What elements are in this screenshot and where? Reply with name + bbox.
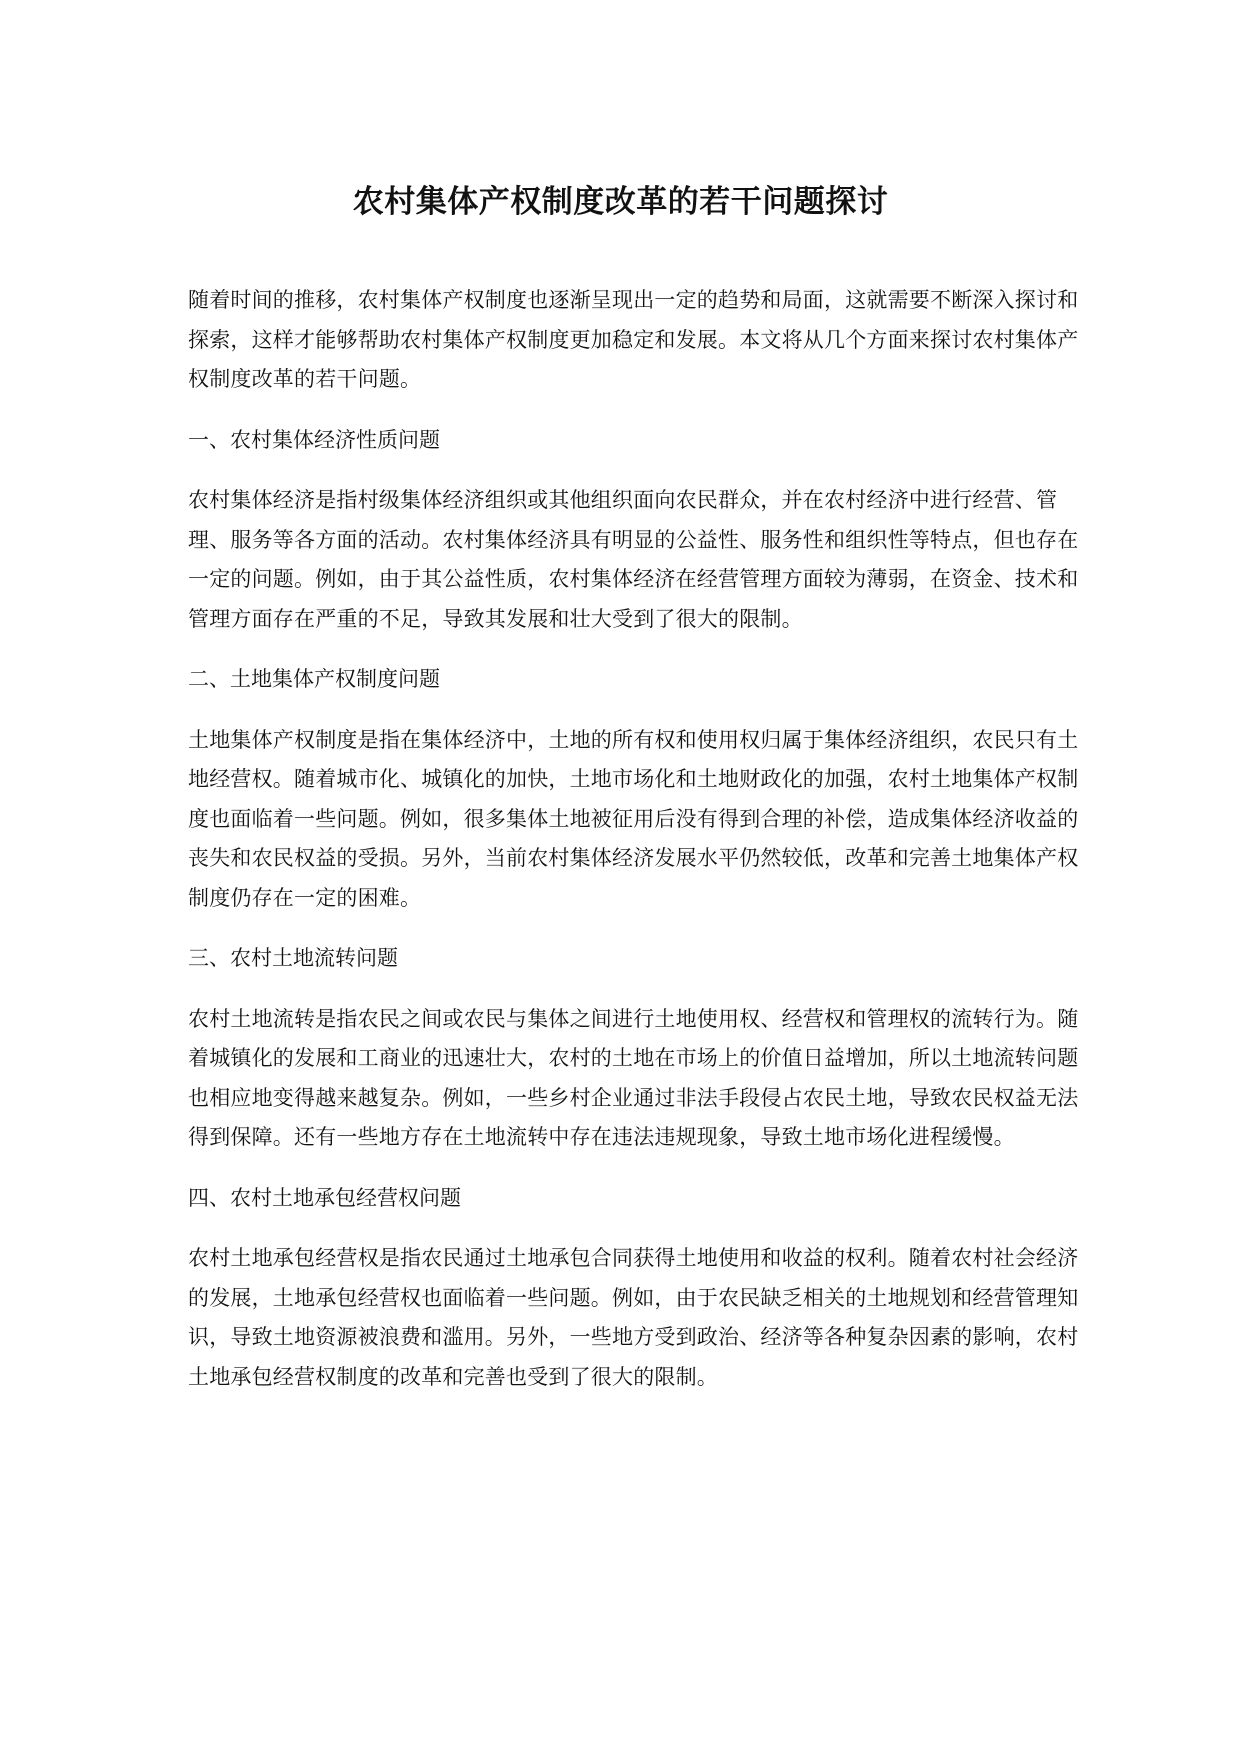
section-heading-4: 四、农村土地承包经营权问题 [188,1185,461,1210]
document-title: 农村集体产权制度改革的若干问题探讨 [352,184,889,220]
section-paragraph-3: 农村土地流转是指农民之间或农民与集体之间进行土地使用权、经营权和管理权的流转行为。随着城镇化的发展和工商业的迅速壮大，农村的土地在市场上的价值日益增加，所以土地流转问题也相应地变得越来越复杂。例如，一些乡村企业通过非法手段侵占农民土地，导致农民权益无法得到保障。还有一些地方存在土地流转中存在违法违规现象，导致土地市场化进程缓慢。 [188,1006,1079,1149]
document-body [188,281,1088,1418]
section-paragraph-4: 农村土地承包经营权是指农民通过土地承包合同获得土地使用和收益的权利。随着农村社会经济的发展，土地承包经营权也面临着一些问题。例如，由于农民缺乏相关的土地规划和经营管理知识，导致土地资源被浪费和滥用。另外，一些地方受到政治、经济等各种复杂因素的影响，农村土地承包经营权制度的改革和完善也受到了很大的限制。 [188,1246,1079,1389]
section-heading-3: 三、农村土地流转问题 [188,946,398,970]
section-heading-1: 一、农村集体经济性质问题 [188,427,440,452]
section-paragraph-2: 土地集体产权制度是指在集体经济中，土地的所有权和使用权归属于集体经济组织，农民只有土地经营权。随着城市化、城镇化的加快，土地市场化和土地财政化的加强，农村土地集体产权制度也面临着一些问题。例如，很多集体土地被征用后没有得到合理的补偿，造成集体经济收益的丧失和农民权益的受损。另外，当前农村集体经济发展水平仍然较低，改革和完善土地集体产权制度仍存在一定的困难。 [188,727,1079,910]
section-heading-2: 二、土地集体产权制度问题 [188,667,440,691]
section-paragraph-1: 农村集体经济是指村级集体经济组织或其他组织面向农民群众，并在农村经济中进行经营、管理、服务等各方面的活动。农村集体经济具有明显的公益性、服务性和组织性等特点，但也存在一定的问题。例如，由于其公益性质，农村集体经济在经营管理方面较为薄弱，在资金、技术和管理方面存在严重的不足，导致其发展和壮大受到了很大的限制。 [188,488,1079,631]
intro-paragraph: 随着时间的推移，农村集体产权制度也逐渐呈现出一定的趋势和局面，这就需要不断深入探讨和探索，这样才能够帮助农村集体产权制度更加稳定和发展。本文将从几个方面来探讨农村集体产权制度改革的若干问题。 [188,288,1079,391]
